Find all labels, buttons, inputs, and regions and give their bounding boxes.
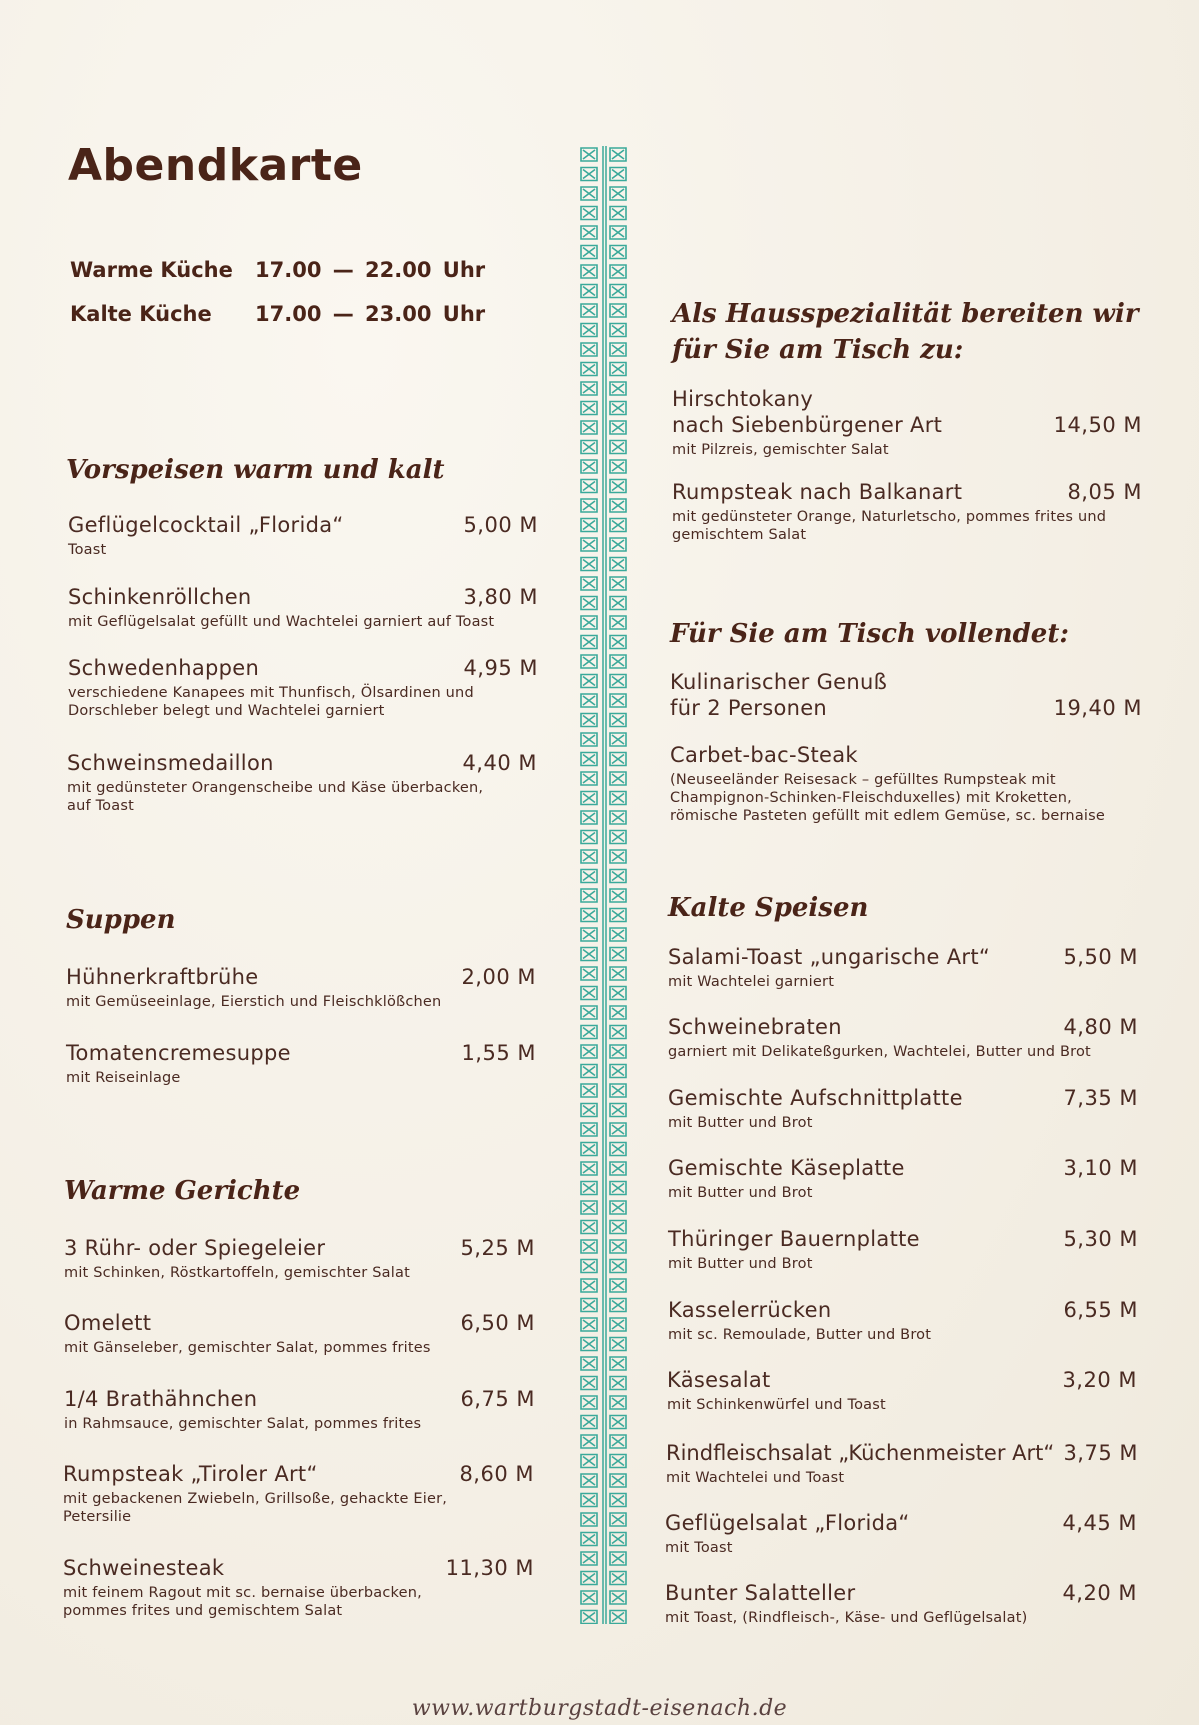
item-name: Kasselerrücken bbox=[668, 1298, 832, 1322]
divider-motif bbox=[581, 265, 597, 278]
divider-motif bbox=[610, 948, 626, 961]
divider-motif bbox=[581, 421, 597, 434]
divider-motif bbox=[610, 1240, 626, 1253]
divider-motif bbox=[581, 1611, 597, 1624]
item-name: Tomatencremesuppe bbox=[66, 1041, 291, 1065]
divider-motif bbox=[610, 519, 626, 532]
item-desc: mit gedünsteter Orangenscheibe und Käse überbacken, auf Toast bbox=[67, 780, 484, 814]
item-desc: (Neuseeländer Reisesack – gefülltes Rumpsteak mit Champignon-Schinken-Fleischduxelles) mit Kroketten, römische Pasteten gefüllt mit edlem Gemüse, sc. bernaise bbox=[670, 772, 1106, 824]
item-price: 3,20 M bbox=[1062, 1368, 1137, 1392]
item-name: Thüringer Bauernplatte bbox=[668, 1227, 920, 1251]
divider-motif bbox=[610, 187, 626, 200]
divider-motif bbox=[581, 655, 597, 668]
divider-motif bbox=[581, 1435, 597, 1448]
divider-motif bbox=[581, 1357, 597, 1370]
divider-motif bbox=[610, 714, 626, 727]
item-desc: verschiedene Kanapees mit Thunfisch, Ölsardinen und Dorschleber belegt und Wachtelei garniert bbox=[68, 685, 474, 719]
divider-motif bbox=[581, 246, 597, 259]
menu-item bbox=[64, 1310, 535, 1357]
divider-motif bbox=[610, 1572, 626, 1585]
hours-time: 17.00 — 23.00 Uhr bbox=[255, 302, 486, 326]
divider-motif bbox=[581, 1591, 597, 1604]
divider-motif bbox=[581, 733, 597, 746]
item-desc: mit Gänseleber, gemischter Salat, pommes frites bbox=[64, 1340, 431, 1356]
divider-motif bbox=[581, 1065, 597, 1078]
item-price: 3,75 M bbox=[1063, 1441, 1138, 1465]
divider-motif bbox=[581, 1221, 597, 1234]
divider-motif bbox=[610, 792, 626, 805]
divider-motif bbox=[610, 343, 626, 356]
divider-motif bbox=[610, 1084, 626, 1097]
divider-motif bbox=[610, 733, 626, 746]
hours-row bbox=[70, 292, 485, 336]
divider-motif bbox=[581, 324, 597, 337]
item-desc: Toast bbox=[68, 542, 107, 558]
section-title-vorspeisen: Vorspeisen warm und kalt bbox=[66, 455, 445, 485]
divider-motif bbox=[610, 1026, 626, 1039]
divider-motif bbox=[581, 616, 597, 629]
divider-motif bbox=[581, 499, 597, 512]
item-price: 4,95 M bbox=[463, 656, 538, 680]
kitchen-hours bbox=[70, 248, 485, 336]
divider-motif bbox=[581, 1279, 597, 1292]
item-desc: in Rahmsauce, gemischter Salat, pommes frites bbox=[64, 1416, 422, 1432]
divider-motif bbox=[581, 1396, 597, 1409]
item-desc: mit Schinkenwürfel und Toast bbox=[667, 1397, 886, 1413]
divider-motif bbox=[610, 1377, 626, 1390]
divider-motif bbox=[610, 1591, 626, 1604]
item-name: Salami-Toast „ungarische Art“ bbox=[668, 945, 991, 969]
item-desc: mit gebackenen Zwiebeln, Grillsoße, gehackte Eier, Petersilie bbox=[63, 1491, 448, 1525]
divider-motif bbox=[581, 1318, 597, 1331]
menu-item bbox=[666, 1440, 1138, 1487]
hours-label: Kalte Küche bbox=[70, 302, 212, 326]
divider-motif bbox=[610, 441, 626, 454]
menu-item bbox=[670, 669, 1142, 721]
item-name: Geflügelcocktail „Florida“ bbox=[68, 513, 344, 537]
ornamental-divider bbox=[578, 146, 630, 1624]
item-desc: mit Butter und Brot bbox=[668, 1115, 813, 1131]
item-price: 19,40 M bbox=[1053, 696, 1142, 720]
divider-motif bbox=[610, 480, 626, 493]
divider-motif bbox=[581, 226, 597, 239]
menu-item bbox=[672, 479, 1142, 544]
divider-motif bbox=[581, 1377, 597, 1390]
item-price: 3,80 M bbox=[463, 585, 538, 609]
menu-item bbox=[668, 1155, 1138, 1202]
divider-motif bbox=[610, 1260, 626, 1273]
menu-item bbox=[665, 1580, 1137, 1627]
divider-motif bbox=[581, 1552, 597, 1565]
divider-motif bbox=[610, 694, 626, 707]
item-name: 3 Rühr- oder Spiegeleier bbox=[64, 1236, 326, 1260]
menu-item bbox=[66, 964, 536, 1011]
divider-motif bbox=[581, 1474, 597, 1487]
divider-motif bbox=[610, 870, 626, 883]
divider-motif bbox=[581, 441, 597, 454]
item-price: 3,10 M bbox=[1063, 1156, 1138, 1180]
divider-motif bbox=[581, 850, 597, 863]
section-title-kalte-speisen: Kalte Speisen bbox=[668, 893, 869, 923]
item-desc: mit Geflügelsalat gefüllt und Wachtelei garniert auf Toast bbox=[68, 614, 495, 630]
divider-motif bbox=[610, 1474, 626, 1487]
item-name: Gemischte Aufschnittplatte bbox=[668, 1086, 963, 1110]
divider-motif bbox=[610, 636, 626, 649]
item-price: 8,05 M bbox=[1067, 480, 1142, 504]
divider-motif bbox=[581, 1338, 597, 1351]
divider-motif bbox=[610, 1065, 626, 1078]
menu-item bbox=[63, 1461, 534, 1526]
divider-motif bbox=[581, 148, 597, 161]
divider-motif bbox=[610, 889, 626, 902]
item-price: 6,50 M bbox=[460, 1311, 535, 1335]
divider-motif bbox=[581, 1494, 597, 1507]
section-title-warme-gerichte: Warme Gerichte bbox=[64, 1176, 301, 1206]
divider-motif bbox=[581, 460, 597, 473]
divider-motif bbox=[610, 850, 626, 863]
menu-item bbox=[670, 742, 1142, 825]
divider-motif bbox=[610, 655, 626, 668]
divider-motif bbox=[581, 1104, 597, 1117]
divider-motif bbox=[581, 1240, 597, 1253]
divider-motif bbox=[610, 1494, 626, 1507]
divider-motif bbox=[610, 1162, 626, 1175]
divider-motif bbox=[610, 460, 626, 473]
divider-motif bbox=[581, 343, 597, 356]
divider-motif bbox=[610, 1143, 626, 1156]
item-desc: mit Pilzreis, gemischter Salat bbox=[672, 442, 889, 458]
item-price: 5,00 M bbox=[463, 513, 538, 537]
divider-motif bbox=[581, 772, 597, 785]
item-name: Kulinarischer Genuß für 2 Personen bbox=[670, 670, 888, 720]
divider-motif bbox=[581, 538, 597, 551]
divider-motif bbox=[610, 226, 626, 239]
divider-motif bbox=[581, 870, 597, 883]
section-title-hausspezialitaet: Als Hausspezialität bereiten wir für Sie am Tisch zu: bbox=[672, 299, 1139, 365]
menu-item bbox=[668, 1297, 1138, 1344]
item-price: 4,20 M bbox=[1062, 1581, 1137, 1605]
divider-motif bbox=[610, 1299, 626, 1312]
divider-motif bbox=[610, 402, 626, 415]
divider-motif bbox=[610, 1533, 626, 1546]
item-price: 5,30 M bbox=[1063, 1227, 1138, 1251]
divider-motif bbox=[581, 1143, 597, 1156]
divider-motif bbox=[610, 1455, 626, 1468]
menu-item bbox=[668, 1085, 1138, 1132]
item-desc: mit feinem Ragout mit sc. bernaise überbacken, pommes frites und gemischtem Salat bbox=[63, 1585, 422, 1619]
page-title: Abendkarte bbox=[68, 140, 363, 191]
item-name: Hirschtokany nach Siebenbürgener Art bbox=[672, 387, 943, 437]
item-desc: mit Wachtelei garniert bbox=[668, 974, 835, 990]
item-name: Geflügelsalat „Florida“ bbox=[665, 1511, 910, 1535]
divider-motif bbox=[581, 909, 597, 922]
divider-motif bbox=[581, 1299, 597, 1312]
divider-motif bbox=[581, 1123, 597, 1136]
divider-motif bbox=[581, 792, 597, 805]
section-title-suppen: Suppen bbox=[66, 905, 176, 935]
divider-motif bbox=[581, 1416, 597, 1429]
divider-motif bbox=[581, 1572, 597, 1585]
menu-item bbox=[67, 750, 537, 815]
divider-motif bbox=[610, 616, 626, 629]
divider-motif bbox=[610, 577, 626, 590]
divider-motif bbox=[610, 538, 626, 551]
hours-row bbox=[70, 248, 485, 292]
divider-motif bbox=[610, 909, 626, 922]
menu-item bbox=[668, 1226, 1138, 1273]
divider-motif bbox=[581, 1045, 597, 1058]
divider-motif bbox=[610, 324, 626, 337]
divider-motif bbox=[581, 831, 597, 844]
item-desc: mit Toast bbox=[665, 1540, 733, 1556]
divider-motif bbox=[610, 148, 626, 161]
divider-motif bbox=[581, 285, 597, 298]
divider-motif bbox=[610, 675, 626, 688]
menu-item bbox=[64, 1235, 535, 1282]
divider-motif bbox=[610, 1045, 626, 1058]
divider-motif bbox=[610, 382, 626, 395]
item-name: Rindfleischsalat „Küchenmeister Art“ bbox=[666, 1441, 1055, 1465]
item-price: 11,30 M bbox=[445, 1556, 534, 1580]
divider-motif bbox=[581, 987, 597, 1000]
divider-motif bbox=[581, 811, 597, 824]
item-price: 5,25 M bbox=[460, 1236, 535, 1260]
item-desc: mit Butter und Brot bbox=[668, 1185, 813, 1201]
divider-motif bbox=[610, 421, 626, 434]
divider-motif bbox=[581, 636, 597, 649]
item-desc: mit Schinken, Röstkartoffeln, gemischter Salat bbox=[64, 1265, 410, 1281]
item-price: 4,40 M bbox=[462, 751, 537, 775]
divider-motif bbox=[581, 402, 597, 415]
divider-motif bbox=[581, 675, 597, 688]
item-name: Schweinsmedaillon bbox=[67, 751, 274, 775]
divider-motif bbox=[581, 928, 597, 941]
item-price: 6,75 M bbox=[460, 1387, 535, 1411]
item-name: Bunter Salatteller bbox=[665, 1581, 856, 1605]
divider-motif bbox=[581, 1513, 597, 1526]
divider-motif bbox=[610, 772, 626, 785]
divider-motif bbox=[610, 928, 626, 941]
divider-motif bbox=[610, 1182, 626, 1195]
divider-motif bbox=[610, 285, 626, 298]
menu-item bbox=[667, 1367, 1137, 1414]
item-price: 6,55 M bbox=[1063, 1298, 1138, 1322]
item-name: Omelett bbox=[64, 1311, 152, 1335]
menu-item bbox=[668, 1014, 1138, 1061]
item-name: Gemischte Käseplatte bbox=[668, 1156, 905, 1180]
divider-motif bbox=[581, 597, 597, 610]
item-name: Carbet-bac-Steak bbox=[670, 743, 858, 767]
item-desc: mit Wachtelei und Toast bbox=[666, 1470, 845, 1486]
item-name: Rumpsteak „Tiroler Art“ bbox=[63, 1462, 318, 1486]
divider-motif bbox=[610, 1201, 626, 1214]
menu-item bbox=[672, 386, 1142, 459]
divider-motif bbox=[581, 1026, 597, 1039]
divider-motif bbox=[581, 168, 597, 181]
divider-motif bbox=[610, 168, 626, 181]
item-price: 7,35 M bbox=[1063, 1086, 1138, 1110]
item-price: 4,45 M bbox=[1062, 1511, 1137, 1535]
item-price: 2,00 M bbox=[461, 965, 536, 989]
divider-motif bbox=[581, 1260, 597, 1273]
divider-motif bbox=[581, 1455, 597, 1468]
divider-motif bbox=[610, 831, 626, 844]
item-price: 8,60 M bbox=[459, 1462, 534, 1486]
item-price: 4,80 M bbox=[1063, 1015, 1138, 1039]
divider-motif bbox=[610, 304, 626, 317]
divider-motif bbox=[610, 1552, 626, 1565]
divider-motif bbox=[581, 714, 597, 727]
divider-motif bbox=[610, 753, 626, 766]
divider-motif bbox=[581, 1201, 597, 1214]
divider-motif bbox=[610, 1318, 626, 1331]
divider-motif bbox=[581, 1182, 597, 1195]
divider-motif bbox=[581, 558, 597, 571]
menu-item bbox=[68, 512, 538, 559]
divider-motif bbox=[581, 967, 597, 980]
item-name: Käsesalat bbox=[667, 1368, 771, 1392]
divider-motif bbox=[581, 187, 597, 200]
item-name: Rumpsteak nach Balkanart bbox=[672, 480, 963, 504]
item-price: 1,55 M bbox=[461, 1041, 536, 1065]
divider-motif bbox=[581, 577, 597, 590]
item-desc: mit Toast, (Rindfleisch-, Käse- und Geflügelsalat) bbox=[665, 1610, 1028, 1626]
divider-motif bbox=[610, 246, 626, 259]
divider-motif bbox=[581, 382, 597, 395]
divider-motif bbox=[610, 967, 626, 980]
divider-motif bbox=[610, 597, 626, 610]
divider-motif bbox=[610, 558, 626, 571]
divider-motif bbox=[610, 1513, 626, 1526]
divider-motif bbox=[581, 1006, 597, 1019]
divider-motif bbox=[610, 1435, 626, 1448]
menu-item bbox=[68, 655, 538, 720]
menu-item bbox=[668, 944, 1138, 991]
divider-motif bbox=[610, 1123, 626, 1136]
item-desc: mit Reiseinlage bbox=[66, 1070, 181, 1086]
item-desc: mit sc. Remoulade, Butter und Brot bbox=[668, 1327, 932, 1343]
divider-motif bbox=[610, 499, 626, 512]
item-desc: mit gedünsteter Orange, Naturletscho, pommes frites und gemischtem Salat bbox=[672, 509, 1107, 543]
divider-motif bbox=[610, 1221, 626, 1234]
hours-label: Warme Küche bbox=[70, 258, 233, 282]
divider-motif bbox=[610, 363, 626, 376]
menu-item bbox=[68, 584, 538, 631]
divider-motif bbox=[610, 1338, 626, 1351]
divider-motif bbox=[581, 694, 597, 707]
hours-time: 17.00 — 22.00 Uhr bbox=[255, 258, 486, 282]
divider-motif bbox=[581, 519, 597, 532]
item-price: 5,50 M bbox=[1063, 945, 1138, 969]
divider-motif bbox=[581, 304, 597, 317]
divider-motif bbox=[581, 948, 597, 961]
divider-motif bbox=[610, 811, 626, 824]
divider-motif bbox=[581, 1084, 597, 1097]
menu-item bbox=[64, 1386, 535, 1433]
divider-motif bbox=[610, 1416, 626, 1429]
divider-motif bbox=[610, 1279, 626, 1292]
divider-motif bbox=[581, 207, 597, 220]
menu-item bbox=[66, 1040, 536, 1087]
item-name: Schweinesteak bbox=[63, 1556, 225, 1580]
menu-item bbox=[63, 1555, 534, 1620]
divider-motif bbox=[610, 265, 626, 278]
item-price: 14,50 M bbox=[1053, 413, 1142, 437]
item-name: Schweinebraten bbox=[668, 1015, 842, 1039]
item-name: 1/4 Brathähnchen bbox=[64, 1387, 258, 1411]
divider-motif bbox=[581, 1162, 597, 1175]
item-desc: mit Gemüseeinlage, Eierstich und Fleischklößchen bbox=[66, 994, 442, 1010]
item-desc: garniert mit Delikateßgurken, Wachtelei, Butter und Brot bbox=[668, 1044, 1091, 1060]
item-desc: mit Butter und Brot bbox=[668, 1256, 813, 1272]
divider-motif bbox=[581, 1533, 597, 1546]
item-name: Schwedenhappen bbox=[68, 656, 260, 680]
footer-website-link[interactable]: www.wartburgstadt-eisenach.de bbox=[411, 1696, 788, 1721]
divider-motif bbox=[581, 753, 597, 766]
divider-motif bbox=[610, 987, 626, 1000]
item-name: Hühnerkraftbrühe bbox=[66, 965, 259, 989]
section-title-am-tisch: Für Sie am Tisch vollendet: bbox=[670, 619, 1069, 649]
divider-motif bbox=[610, 1611, 626, 1624]
divider-motif bbox=[610, 1396, 626, 1409]
divider-motif bbox=[581, 889, 597, 902]
divider-motif bbox=[610, 1006, 626, 1019]
menu-item bbox=[665, 1510, 1137, 1557]
divider-motif bbox=[581, 363, 597, 376]
divider-motif bbox=[610, 207, 626, 220]
item-name: Schinkenröllchen bbox=[68, 585, 252, 609]
divider-motif bbox=[610, 1104, 626, 1117]
divider-motif bbox=[581, 480, 597, 493]
divider-motif bbox=[610, 1357, 626, 1370]
